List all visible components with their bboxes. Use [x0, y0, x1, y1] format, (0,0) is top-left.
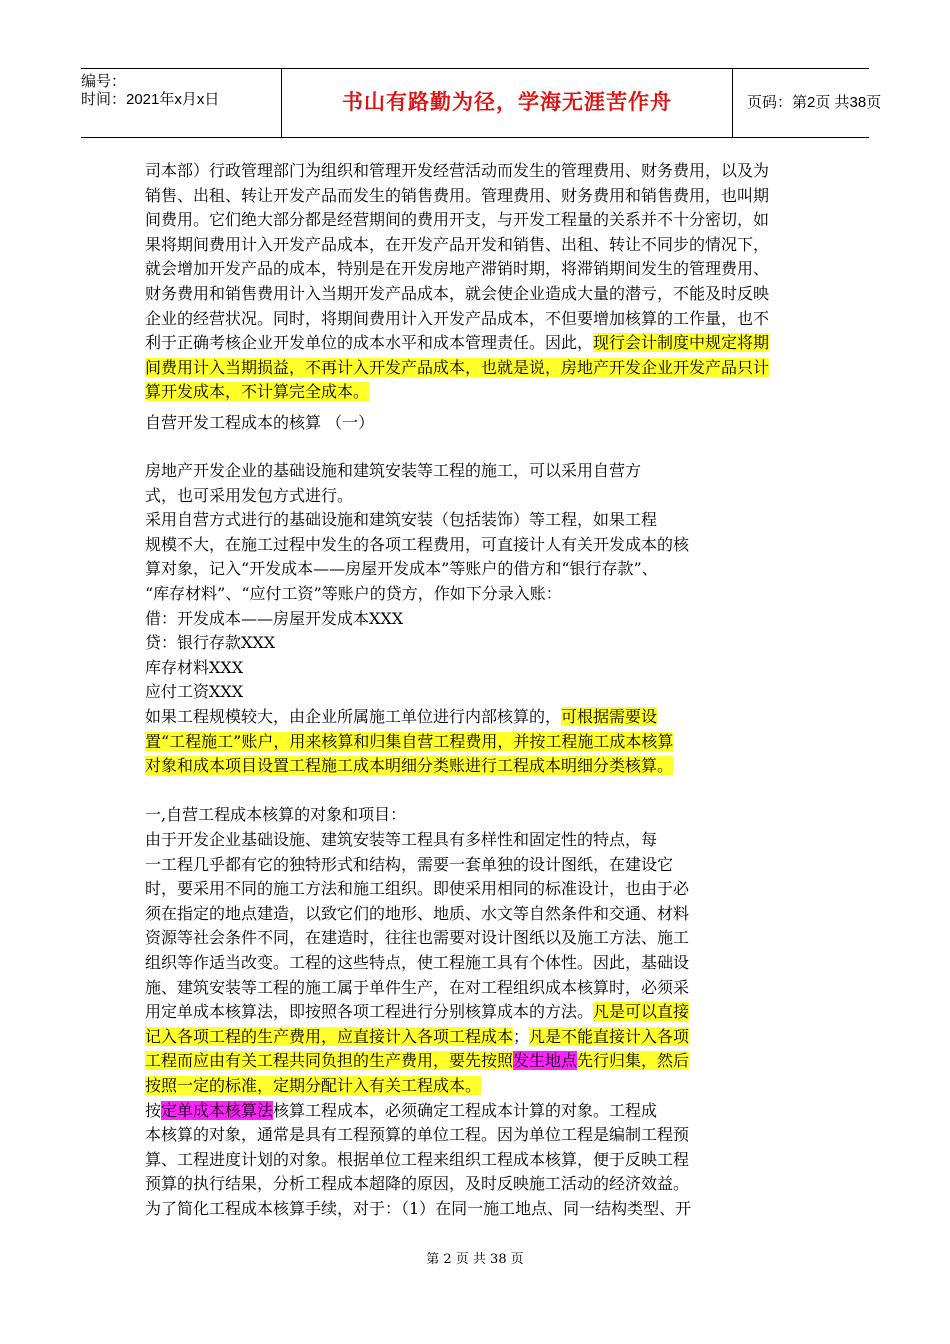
highlighted-text-yellow: 可根据需要设	[561, 707, 658, 726]
text-segment: 应付工资XXX	[145, 682, 244, 702]
text-segment: 自营开发工程成本的核算 （一）	[145, 413, 375, 432]
text-segment: 借：开发成本——房屋开发成本XXX	[145, 608, 404, 628]
text-segment: 式，也可采用发包方式进行。	[145, 485, 354, 505]
page-header	[81, 68, 882, 138]
text-line	[145, 1073, 481, 1098]
header-motto: 书山有路勤为径，学海无涯苦作舟	[281, 69, 733, 137]
header-meta	[81, 69, 281, 137]
text-line	[145, 1196, 691, 1221]
text-line	[145, 410, 374, 435]
text-line	[145, 232, 769, 257]
text-line	[145, 753, 673, 778]
text-line	[145, 458, 641, 483]
document-number-label: 编号：	[81, 73, 127, 90]
text-line	[145, 655, 243, 680]
text-segment: 本核算的对象，通常是具有工程预算的单位工程。因为单位工程是编制工程预	[145, 1125, 690, 1145]
text-segment: 间费用。它们绝大部分都是经营期间的费用开支，与开发工程量的关系并不十分密切，如	[145, 210, 770, 230]
text-segment: 为了简化工程成本核算手续，对于：（1）在同一施工地点、同一结构类型、开	[145, 1199, 692, 1218]
text-line	[145, 581, 562, 606]
text-line	[145, 256, 769, 281]
text-line	[145, 950, 689, 975]
text-segment: 销售、出租、转让开发产品而发生的销售费用。管理费用、财务费用和销售费用，也叫期	[145, 185, 770, 205]
text-line	[145, 183, 769, 208]
text-line	[145, 802, 406, 827]
text-line	[145, 379, 369, 404]
text-line	[145, 1024, 689, 1049]
text-segment: 果将期间费用计入开发产品成本，在开发产品开发和销售、出租、转让不同步的情况下，	[145, 234, 770, 254]
text-line	[145, 827, 657, 852]
highlighted-text-yellow: 算开发成本，不计算完全成本。	[145, 382, 370, 402]
text-segment: 预算的执行结果，分析工程成本超降的原因，及时反映施工活动的经济效益。	[145, 1174, 690, 1194]
text-segment: 企业的经营状况。同时，将期间费用计入开发产品成本，不但要增加核算的工作量，也不	[145, 308, 770, 328]
text-line	[145, 876, 689, 901]
text-segment: 一,自营工程成本核算的对象和项目：	[145, 805, 407, 825]
highlighted-text-yellow: 凡是可以直接	[593, 1002, 690, 1022]
text-segment: 施、建筑安装等工程的施工属于单件生产，在对工程组织成本核算时，必须采	[145, 977, 690, 997]
header-page-info: 页码：第2页 共38页	[747, 94, 882, 111]
text-line	[145, 207, 769, 232]
text-line	[145, 729, 673, 754]
text-segment: 就会增加开发产品的成本，特别是在开发房地产滞销时期，将滞销期间发生的管理费用、	[145, 259, 770, 279]
text-segment: 房地产开发企业的基础设施和建筑安装等工程的施工，可以采用自营方	[145, 461, 642, 480]
text-line	[145, 852, 673, 877]
document-date-label: 时间：2021年x月x日	[81, 91, 220, 108]
text-line	[145, 925, 689, 950]
text-line	[145, 1171, 689, 1196]
text-segment: 如果工程规模较大，由企业所属施工单位进行内部核算的，	[145, 707, 562, 726]
text-line	[145, 1122, 689, 1147]
text-segment: 时，要采用不同的施工方法和施工组织。即使采用相同的标准设计，也由于必	[145, 879, 690, 899]
text-line	[145, 330, 769, 355]
text-line	[145, 901, 689, 926]
highlighted-text-yellow: 凡是不能直接计入各项	[529, 1026, 690, 1046]
text-segment: 由于开发企业基础设施、建筑安装等工程具有多样性和固定性的特点，每	[145, 830, 658, 849]
text-line	[145, 975, 689, 1000]
highlighted-text-magenta: 定单成本核算法	[161, 1100, 274, 1120]
page-footer: 第 2 页 共 38 页	[426, 1252, 524, 1267]
text-line	[145, 1098, 657, 1123]
highlighted-text-yellow: 记入各项工程的生产费用，应直接计入各项工程成本	[145, 1026, 514, 1046]
text-segment: 须在指定的地点建造，以致它们的地形、地质、水文等自然条件和交通、材料	[145, 903, 690, 923]
text-line	[145, 306, 769, 331]
highlighted-text-yellow: 先行归集，然后	[577, 1051, 690, 1071]
text-segment: 一工程几乎都有它的独特形式和结构，需要一套单独的设计图纸，在建设它	[145, 854, 674, 874]
text-segment: “库存材料”、“应付工资”等账户的贷方，作如下分录入账：	[145, 584, 562, 603]
text-segment: 司本部）行政管理部门为组织和管理开发经营活动而发生的管理费用、财务费用，以及为	[145, 161, 770, 180]
text-line	[145, 1147, 689, 1172]
text-line	[145, 556, 658, 581]
text-segment: 用定单成本核算法，即按照各项工程进行分别核算成本的方法。	[145, 1002, 594, 1022]
text-segment: 资源等社会条件不同，在建造时，往往也需要对设计图纸以及施工方法、施工	[145, 928, 690, 948]
text-segment: 核算工程成本，必须确定工程成本计算的对象。工程成	[273, 1100, 658, 1120]
text-line	[145, 704, 657, 729]
highlighted-text-yellow: 工程而应由有关工程共同负担的生产费用，要先按照	[145, 1051, 514, 1071]
text-line	[145, 507, 657, 532]
text-line	[145, 483, 353, 508]
highlighted-text-yellow: 间费用计入当期损益，不再计入开发产品成本，也就是说，房地产开发企业开发产品只计	[145, 357, 770, 377]
text-line	[145, 679, 243, 704]
text-segment: 组织等作适当改变。工程的这些特点，使工程施工具有个体性。因此，基础设	[145, 953, 690, 972]
highlighted-text-yellow: 按照一定的标准，定期分配计入有关工程成本。	[145, 1076, 482, 1095]
text-line	[145, 158, 769, 183]
text-segment: 财务费用和销售费用计入当期开发产品成本，就会使企业造成大量的潜亏，不能及时反映	[145, 284, 770, 303]
text-segment: 规模不大，在施工过程中发生的各项工程费用，可直接计人有关开发成本的核	[145, 534, 690, 554]
text-segment: 算对象，记入“开发成本——房屋开发成本”等账户的借方和“银行存款”、	[145, 559, 658, 579]
text-line	[145, 532, 689, 557]
highlighted-text-yellow: 现行会计制度中规定将期	[593, 333, 770, 353]
highlighted-text-yellow: 对象和成本项目设置工程施工成本明细分类账进行工程成本明细分类核算。	[145, 756, 674, 776]
text-segment: 算、工程进度计划的对象。根据单位工程来组织工程成本核算，便于反映工程	[145, 1149, 690, 1169]
text-segment: 利于正确考核企业开发单位的成本水平和成本管理责任。因此，	[145, 333, 594, 353]
text-line	[145, 281, 769, 306]
highlighted-text-magenta: 发生地点	[513, 1051, 578, 1071]
text-line	[145, 355, 769, 380]
text-segment: 按	[145, 1100, 162, 1120]
text-line	[145, 1048, 689, 1073]
text-segment: ；	[513, 1026, 530, 1046]
highlighted-text-yellow: 置“工程施工”账户，用来核算和归集自营工程费用，并按工程施工成本核算	[145, 731, 674, 751]
text-segment: 采用自营方式进行的基础设施和建筑安装（包括装饰）等工程，如果工程	[145, 510, 658, 530]
text-segment: 贷：银行存款XXX	[145, 633, 276, 653]
text-line	[145, 999, 689, 1024]
text-line	[145, 606, 403, 631]
text-segment: 库存材料XXX	[145, 657, 244, 677]
text-line	[145, 630, 275, 655]
